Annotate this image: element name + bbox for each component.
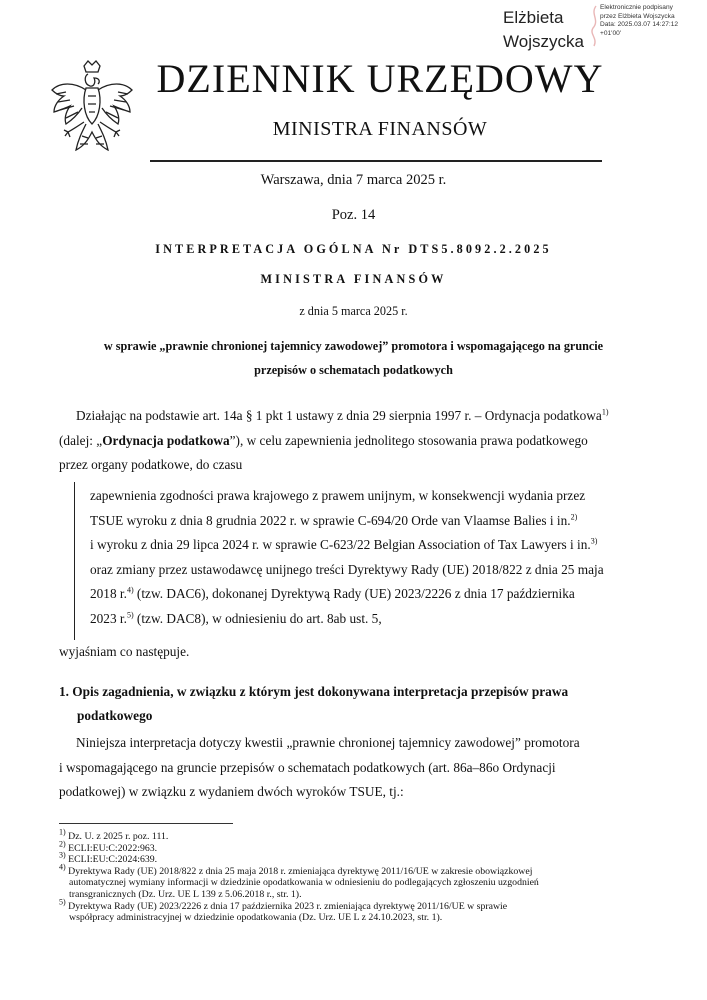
quote-line-5 [90, 582, 646, 607]
footnote-ref-3: 3) [590, 536, 598, 546]
act-subject-line-2: przepisów o schematach podatkowych [254, 363, 453, 377]
footnote-divider [59, 823, 233, 824]
footnote-ref-1: 1) [601, 407, 609, 417]
quoted-block [90, 484, 646, 631]
signature-stamp-line-4: +01'00' [600, 30, 622, 38]
section-heading [59, 680, 649, 728]
quote-line-2 [90, 509, 646, 534]
footnote-5 [59, 897, 651, 913]
act-author: MINISTRA FINANSÓW [260, 272, 447, 286]
footnote-4-line-2: automatycznej wymiany informacji w dziedzinie opodatkowania w odniesieniu do podlegających zgłoszeniu uzgodnień [69, 877, 539, 889]
intro-line-2 [59, 429, 647, 454]
intro-line-2-text-a: (dalej: „ [59, 432, 103, 448]
section-paragraph-line-1: Niniejsza interpretacja dotyczy kwestii „prawnie chronionej tajemnicy zawodowej” promotora [76, 735, 580, 750]
footnote-4-line-1: Dyrektywa Rady (UE) 2018/822 z dnia 25 maja 2018 r. zmieniająca dyrektywę 2011/16/UE w zakresie obowiązkowej [68, 865, 533, 877]
quote-line-4: oraz zmiany przez ustawodawcę unijnego treści Dyrektywy Rady (UE) 2018/822 z dnia 25 maja [90, 561, 604, 577]
footnote-ref-4: 4) [126, 585, 134, 595]
section-heading-line-2: podatkowego [77, 708, 153, 723]
intro-paragraph [59, 404, 647, 478]
footnote-marker-5: 5) [59, 897, 66, 907]
footnote-4-line-3: transgranicznych (Dz. Urz. UE L 139 z 5.06.2018 r., str. 1). [69, 888, 302, 900]
footnote-5-line-1: Dyrektywa Rady (UE) 2023/2226 z dnia 17 października 2023 r. zmieniająca dyrektywę 2011/16/UE w sprawie [68, 900, 508, 912]
signature-first-name: Elżbieta [503, 8, 564, 27]
quote-line-2-text: TSUE wyroku z dnia 8 grudnia 2022 r. w sprawie C-694/20 Orde van Vlaamse Balies i in. [90, 512, 571, 528]
act-title: INTERPRETACJA OGÓLNA Nr DTS5.8092.2.2025 [155, 242, 552, 256]
footnote-1 [59, 827, 651, 843]
act-date: z dnia 5 marca 2025 r. [299, 304, 408, 318]
quote-line-6-text-b: (tzw. DAC8), w odniesieniu do art. 8ab ust. 5, [133, 610, 382, 626]
footnote-2 [59, 839, 651, 855]
section-paragraph-line-2: i wspomagającego na gruncie przepisów o schematach podatkowych (art. 86a–86o Ordynacji [59, 759, 556, 775]
intro-line-1 [59, 404, 647, 429]
footnote-marker-4: 4) [59, 862, 66, 872]
signature-stamp-line-3: Data: 2025.03.07 14:27:12 [600, 21, 679, 29]
footnote-5-line-2: współpracy administracyjnej w dziedzinie opodatkowania (Dz. Urz. UE L z 24.10.2023, str. 1). [69, 912, 443, 924]
quote-line-1: zapewnienia zgodności prawa krajowego z prawem unijnym, w konsekwencji wydania przez [90, 488, 586, 503]
quote-line-3-text: i wyroku z dnia 29 lipca 2024 r. w sprawie C-623/22 Belgian Association of Tax Lawyers i in. [90, 537, 591, 552]
footnotes [59, 827, 651, 924]
intro-line-1-text: Działając na podstawie art. 14a § 1 pkt 1 ustawy z dnia 29 sierpnia 1997 r. – Ordynacja podatkowa [76, 408, 602, 423]
signature-stamp-line-2: przez Elżbieta Wojszycka [600, 12, 675, 20]
footnote-ref-2: 2) [570, 512, 578, 522]
journal-title: DZIENNIK URZĘDOWY [156, 56, 604, 101]
footnote-4 [59, 862, 651, 878]
journal-subtitle: MINISTRA FINANSÓW [272, 118, 488, 140]
intro-line-3: przez organy podatkowe, do czasu [59, 457, 243, 472]
footnote-1-text: Dz. U. z 2025 r. poz. 111. [68, 831, 169, 842]
intro-line-2-text-c: ”), w celu zapewnienia jednolitego stosowania prawa podatkowego [229, 432, 588, 448]
quote-line-3 [90, 533, 646, 558]
section-paragraph [59, 731, 649, 805]
section-paragraph-line-3: podatkowej) w związku z wydaniem dwóch wyroków TSUE, tj.: [59, 784, 404, 799]
footnote-marker-3: 3) [59, 850, 66, 860]
section-heading-line-1: 1. Opis zagadnienia, w związku z którym jest dokonywana interpretacja przepisów prawa [59, 684, 569, 699]
footnote-2-text: ECLI:EU:C:2022:963. [68, 842, 158, 854]
quote-bar [74, 482, 75, 640]
quote-line-5-text-a: 2018 r. [90, 586, 127, 601]
closing-phrase: wyjaśniam co następuje. [59, 644, 190, 659]
footnote-marker-2: 2) [59, 839, 66, 849]
footnote-ref-5: 5) [126, 610, 134, 620]
signature-last-name: Wojszycka [503, 32, 584, 51]
footnote-3-text: ECLI:EU:C:2024:639. [68, 854, 158, 866]
quote-line-6 [90, 607, 646, 632]
quote-line-6-text-a: 2023 r. [90, 610, 127, 626]
polish-eagle-emblem-icon [48, 60, 136, 156]
header-divider [150, 160, 602, 162]
act-subject-line-1: w sprawie „prawnie chronionej tajemnicy zawodowej” promotora i wspomagającego na gruncie [103, 339, 604, 353]
footnote-marker-1: 1) [59, 827, 66, 837]
defined-term: Ordynacja podatkowa [102, 432, 230, 448]
signature-name [503, 6, 595, 54]
quote-line-5-text-b: (tzw. DAC6), dokonanej Dyrektywą Rady (UE) 2023/2226 z dnia 17 października [133, 586, 575, 601]
signature-stamp [600, 4, 704, 39]
position-number: Poz. 14 [331, 207, 376, 223]
signature-stamp-line-1: Elektronicznie podpisany [600, 4, 673, 11]
place-and-date: Warszawa, dnia 7 marca 2025 r. [260, 172, 447, 188]
footnote-3 [59, 850, 651, 866]
